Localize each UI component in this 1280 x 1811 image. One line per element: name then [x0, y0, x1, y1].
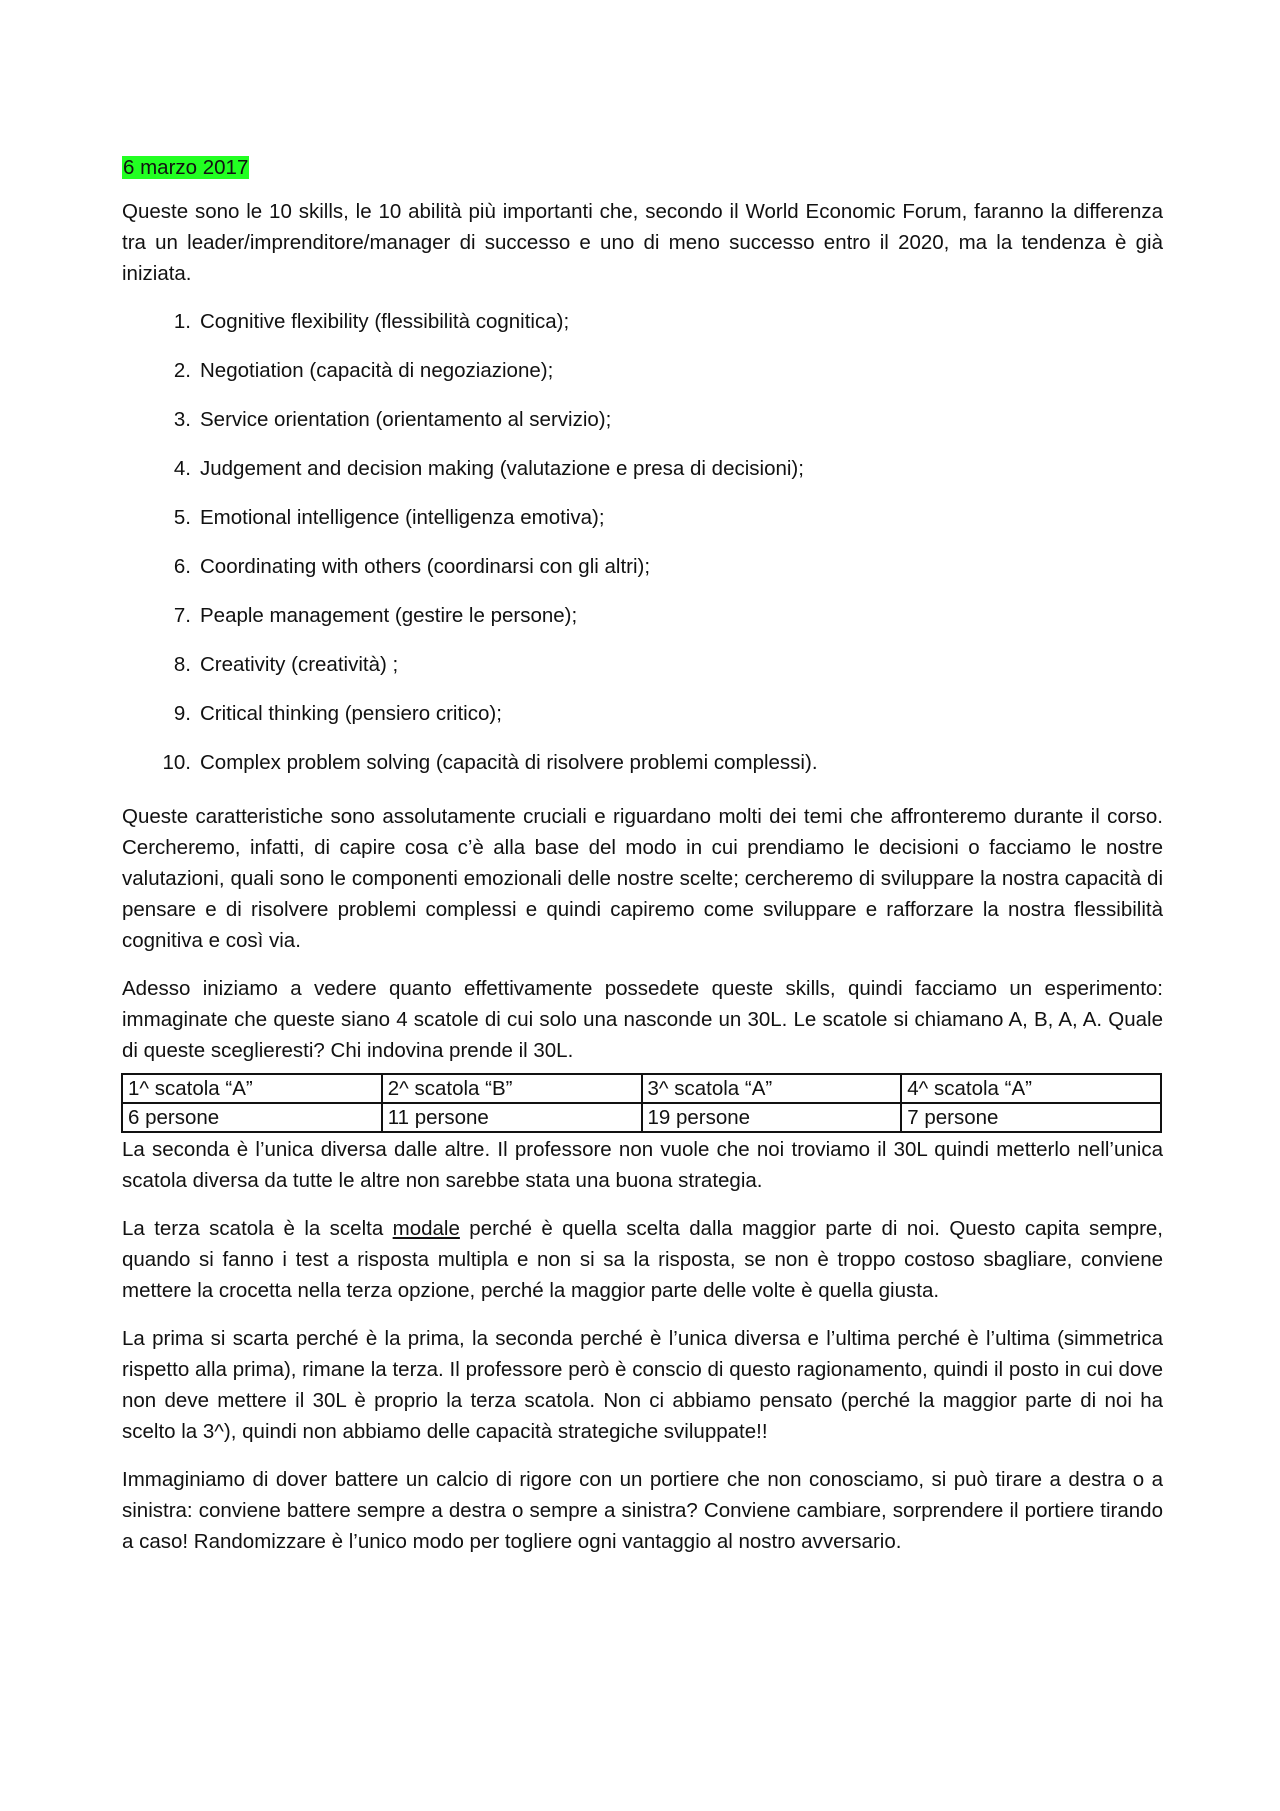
list-item — [122, 502, 1163, 551]
list-number: 5. — [173, 506, 191, 529]
list-text: Complex problem solving (capacità di risolvere problemi complessi). — [200, 751, 818, 774]
list-number: 2. — [173, 359, 191, 382]
table-cell: 19 persone — [642, 1103, 902, 1132]
list-item — [122, 551, 1163, 600]
list-item — [122, 649, 1163, 698]
paragraph-penalty: Immaginiamo di dover battere un calcio di rigore con un portiere che non conosciamo, si può tirare a destra o a sinistra: conviene battere sempre a destra o sempre a sinistra? Conviene cambiare, sorprendere il portiere tirando a caso! Randomizzare è l’unico modo per togliere ogni vantaggio al nostro avversario. — [122, 1468, 1163, 1553]
list-text: Creativity (creatività) ; — [200, 653, 399, 676]
paragraph-second-box: La seconda è l’unica diversa dalle altre. Il professore non vuole che noi troviamo il 30L quindi metterlo nell’unica scatola diversa da tutte le altre non sarebbe stata una buona strategia. — [122, 1138, 1163, 1192]
list-text: Emotional intelligence (intelligenza emotiva); — [200, 506, 605, 529]
list-number: 10. — [162, 751, 191, 774]
date-highlight: 6 marzo 2017 — [123, 156, 249, 179]
paragraph-reasoning: La prima si scarta perché è la prima, la seconda perché è l’unica diversa e l’ultima perché è l’ultima (simmetrica rispetto alla prima), rimane la terza. Il professore però è conscio di questo ragionamento, quindi il posto in cui dove non deve mettere il 30L è proprio la terza scatola. Non ci abbiamo pensato (perché la maggior parte di noi ha scelto la 3^), quindi non abbiamo delle capacità strategiche sviluppate!! — [122, 1327, 1163, 1443]
list-item — [122, 453, 1163, 502]
boxes-table — [121, 1073, 1162, 1133]
list-number: 6. — [173, 555, 191, 578]
list-text: Cognitive flexibility (flessibilità cognitica); — [200, 310, 570, 333]
list-number: 7. — [173, 604, 191, 627]
table-cell: 2^ scatola “B” — [382, 1074, 642, 1103]
list-number: 3. — [173, 408, 191, 431]
table-row — [122, 1103, 1161, 1132]
date-line — [122, 152, 1163, 183]
list-text: Coordinating with others (coordinarsi con gli altri); — [200, 555, 651, 578]
list-number: 1. — [173, 310, 191, 333]
skills-list — [122, 306, 1163, 796]
table-cell: 4^ scatola “A” — [901, 1074, 1161, 1103]
list-text: Judgement and decision making (valutazione e presa di decisioni); — [200, 457, 804, 480]
table-cell: 3^ scatola “A” — [642, 1074, 902, 1103]
list-item — [122, 306, 1163, 355]
table-cell: 11 persone — [382, 1103, 642, 1132]
table-cell: 1^ scatola “A” — [122, 1074, 382, 1103]
list-item — [122, 698, 1163, 747]
list-text: Service orientation (orientamento al servizio); — [200, 408, 612, 431]
list-text: Critical thinking (pensiero critico); — [200, 702, 502, 725]
list-text: Negotiation (capacità di negoziazione); — [200, 359, 554, 382]
intro-paragraph: Queste sono le 10 skills, le 10 abilità più importanti che, secondo il World Economic Forum, faranno la differenza tra un leader/imprenditore/manager di successo e uno di meno successo entro il 2020, ma la tendenza è già iniziata. — [122, 200, 1163, 285]
underlined-term: modale — [392, 1217, 460, 1240]
paragraph-course-topics: Queste caratteristiche sono assolutamente cruciali e riguardano molti dei temi che affronteremo durante il corso. Cercheremo, infatti, di capire cosa c’è alla base del modo in cui prendiamo le decisioni o facciamo le nostre valutazioni, quali sono le componenti emozionali delle nostre scelte; cercheremo di sviluppare la nostra capacità di pensare e di risolvere problemi complessi e quindi capiremo come sviluppare e rafforzare la nostra flessibilità cognitiva e così via. — [122, 805, 1163, 952]
list-number: 9. — [173, 702, 191, 725]
list-item — [122, 355, 1163, 404]
table-cell: 6 persone — [122, 1103, 382, 1132]
list-number: 4. — [173, 457, 191, 480]
text-run: La terza scatola è la scelta — [122, 1217, 393, 1240]
paragraph-experiment: Adesso iniziamo a vedere quanto effettivamente possedete queste skills, quindi facciamo un esperimento: immaginate che queste siano 4 scatole di cui solo una nasconde un 30L. Le scatole si chiamano A, B, A, A. Quale di queste sceglieresti? Chi indovina prende il 30L. — [122, 977, 1163, 1062]
list-item — [122, 600, 1163, 649]
list-item — [122, 747, 1163, 796]
list-text: Peaple management (gestire le persone); — [200, 604, 578, 627]
list-item — [122, 404, 1163, 453]
text-run: perché è quella scelta dalla maggior parte di noi. Questo capita sempre, quando si fanno i test a risposta multipla e non si sa la risposta, se non è troppo costoso sbagliare, conviene mettere la crocetta nella terza opzione, perché la maggior parte delle volte è quella giusta. — [122, 1217, 1163, 1302]
table-cell: 7 persone — [901, 1103, 1161, 1132]
paragraph-third-box — [122, 1213, 1163, 1306]
list-number: 8. — [173, 653, 191, 676]
table-header-row — [122, 1074, 1161, 1103]
